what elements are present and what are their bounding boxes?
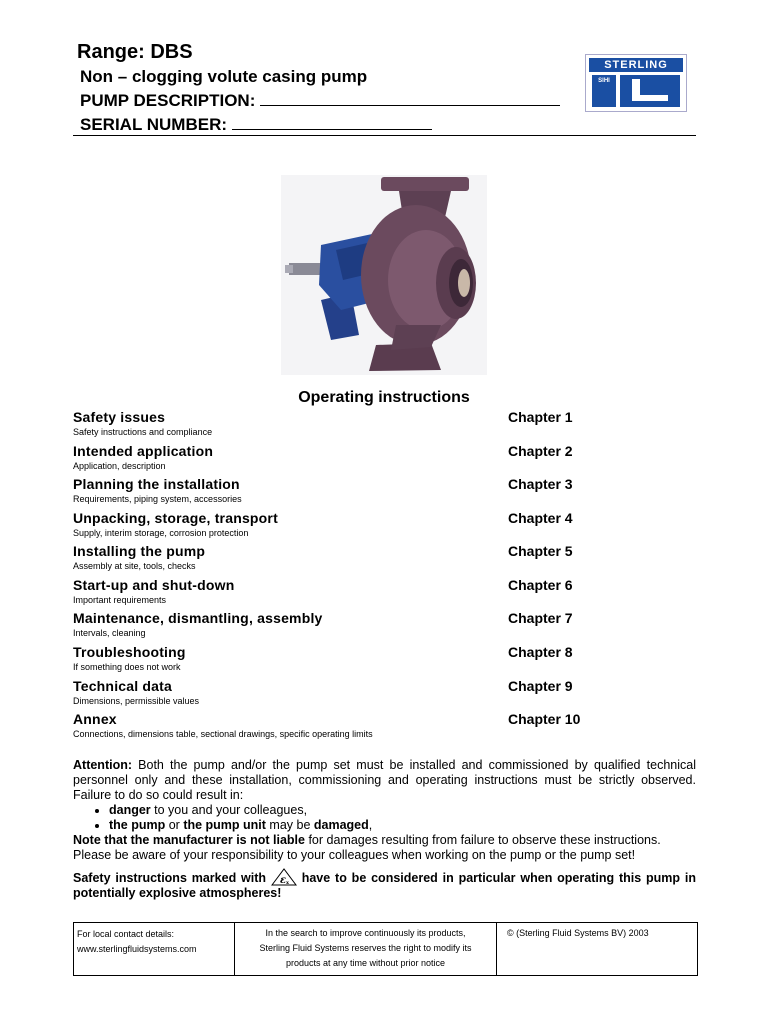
toc-chapter: Chapter 3 [508,476,573,492]
ex-safety-post: have to be considered in particular when operating this pump in potentially explosive atmospheres! [73,871,696,900]
toc-title: Technical data [73,678,173,694]
danger-text: danger [109,803,151,817]
toc-row [73,577,593,609]
toc-description: Assembly at site, tools, checks [73,561,196,571]
bullet2-end: , [368,818,373,832]
toc-title: Start-up and shut-down [73,577,235,593]
website-link[interactable]: www.sterlingfluidsystems.com [77,944,197,954]
attention-paragraph [73,758,696,803]
toc-description: Intervals, cleaning [73,628,146,638]
toc-description: Connections, dimensions table, sectional drawings, specific operating limits [73,729,373,739]
ex-safety-note [73,868,696,901]
consequence-list [73,803,696,833]
document-title: Range: DBS [77,41,193,63]
toc-chapter: Chapter 7 [508,610,573,626]
toc-title: Installing the pump [73,543,206,559]
notice-line-2: Sterling Fluid Systems reserves the right to modify its [259,943,472,953]
explosion-proof-ex-icon [271,868,297,886]
damaged-text: damaged [313,818,369,832]
notice-line-3: products at any time without prior notice [285,958,446,968]
toc-description: Important requirements [73,595,167,605]
toc-row [73,543,593,575]
serial-number-blank [232,115,432,130]
the-pump-text: the pump [109,818,166,832]
toc-chapter: Chapter 4 [508,510,573,526]
toc-chapter: Chapter 8 [508,644,573,660]
pump-photo [281,175,487,375]
toc-row [73,711,593,743]
header-rule [73,135,696,136]
notice-line-1: In the search to improve continuously its products, [265,928,466,938]
toc-title: Planning the installation [73,476,240,492]
toc-row [73,476,593,508]
list-item [109,803,696,818]
sterling-sihi-logo [585,54,687,112]
toc-title: Safety issues [73,409,166,425]
serial-number-line [80,115,432,135]
footer-table [73,922,698,976]
toc-chapter: Chapter 9 [508,678,573,694]
toc-title: Intended application [73,443,214,459]
pump-unit-text: the pump unit [183,818,266,832]
footer-contact-cell [74,923,235,975]
bullet1-text: to you and your colleagues, [150,803,308,817]
svg-text:ε: ε [279,875,286,886]
operating-instructions-heading: Operating instructions [298,389,470,406]
toc-description: Dimensions, permissible values [73,696,200,706]
attention-label: Attention: [73,758,133,772]
contact-label: For local contact details: [77,929,175,939]
toc-description: Safety instructions and compliance [73,427,213,437]
attention-text: Both the pump and/or the pump set must be installed and commissioned by qualified technical personnel only and these installation, commissioning and operating instructions must be strictly observed. Failure to do so could result in: [73,758,696,802]
toc-description: Requirements, piping system, accessories [73,494,242,504]
logo-sihi-block [592,75,616,107]
liability-bold: Note that the manufacturer is not liable [73,833,305,847]
footer-copyright-cell [497,923,697,975]
serial-number-label: SERIAL NUMBER: [80,115,228,134]
toc-row [73,644,593,676]
toc-description: If something does not work [73,662,181,672]
pump-description-blank [260,91,560,106]
copyright-text: © (Sterling Fluid Systems BV) 2003 [507,928,649,938]
toc-title: Unpacking, storage, transport [73,510,278,526]
liability-text: for damages resulting from failure to observe these instructions. [304,833,661,847]
svg-text:x: x [285,880,289,886]
footer-notice-cell [235,923,497,975]
toc-chapter: Chapter 1 [508,409,573,425]
or-text: or [165,818,184,832]
pump-description-label: PUMP DESCRIPTION: [80,91,256,110]
logo-side-text: SIHI [598,78,610,84]
toc-description: Supply, interim storage, corrosion protection [73,528,249,538]
toc-chapter: Chapter 6 [508,577,573,593]
attention-notice [73,758,696,901]
liability-note [73,833,696,848]
toc-description: Application, description [73,461,166,471]
pump-description-line [80,91,560,111]
toc-row [73,510,593,542]
toc-title: Maintenance, dismantling, assembly [73,610,323,626]
toc-chapter: Chapter 2 [508,443,573,459]
logo-top-text: STERLING [589,58,683,72]
toc-row [73,409,593,441]
toc-row [73,443,593,475]
logo-mark-icon [620,75,680,107]
ex-safety-pre: Safety instructions marked with [73,871,267,885]
toc-row [73,678,593,710]
may-be-text: may be [265,818,314,832]
document-subtitle: Non – clogging volute casing pump [80,67,368,86]
toc-title: Troubleshooting [73,644,186,660]
toc-chapter: Chapter 10 [508,711,581,727]
toc-row [73,610,593,642]
responsibility-note: Please be aware of your responsibility to your colleagues when working on the pump or the pump set! [73,848,636,862]
toc-chapter: Chapter 5 [508,543,573,559]
toc-title: Annex [73,711,117,727]
list-item [109,818,696,833]
